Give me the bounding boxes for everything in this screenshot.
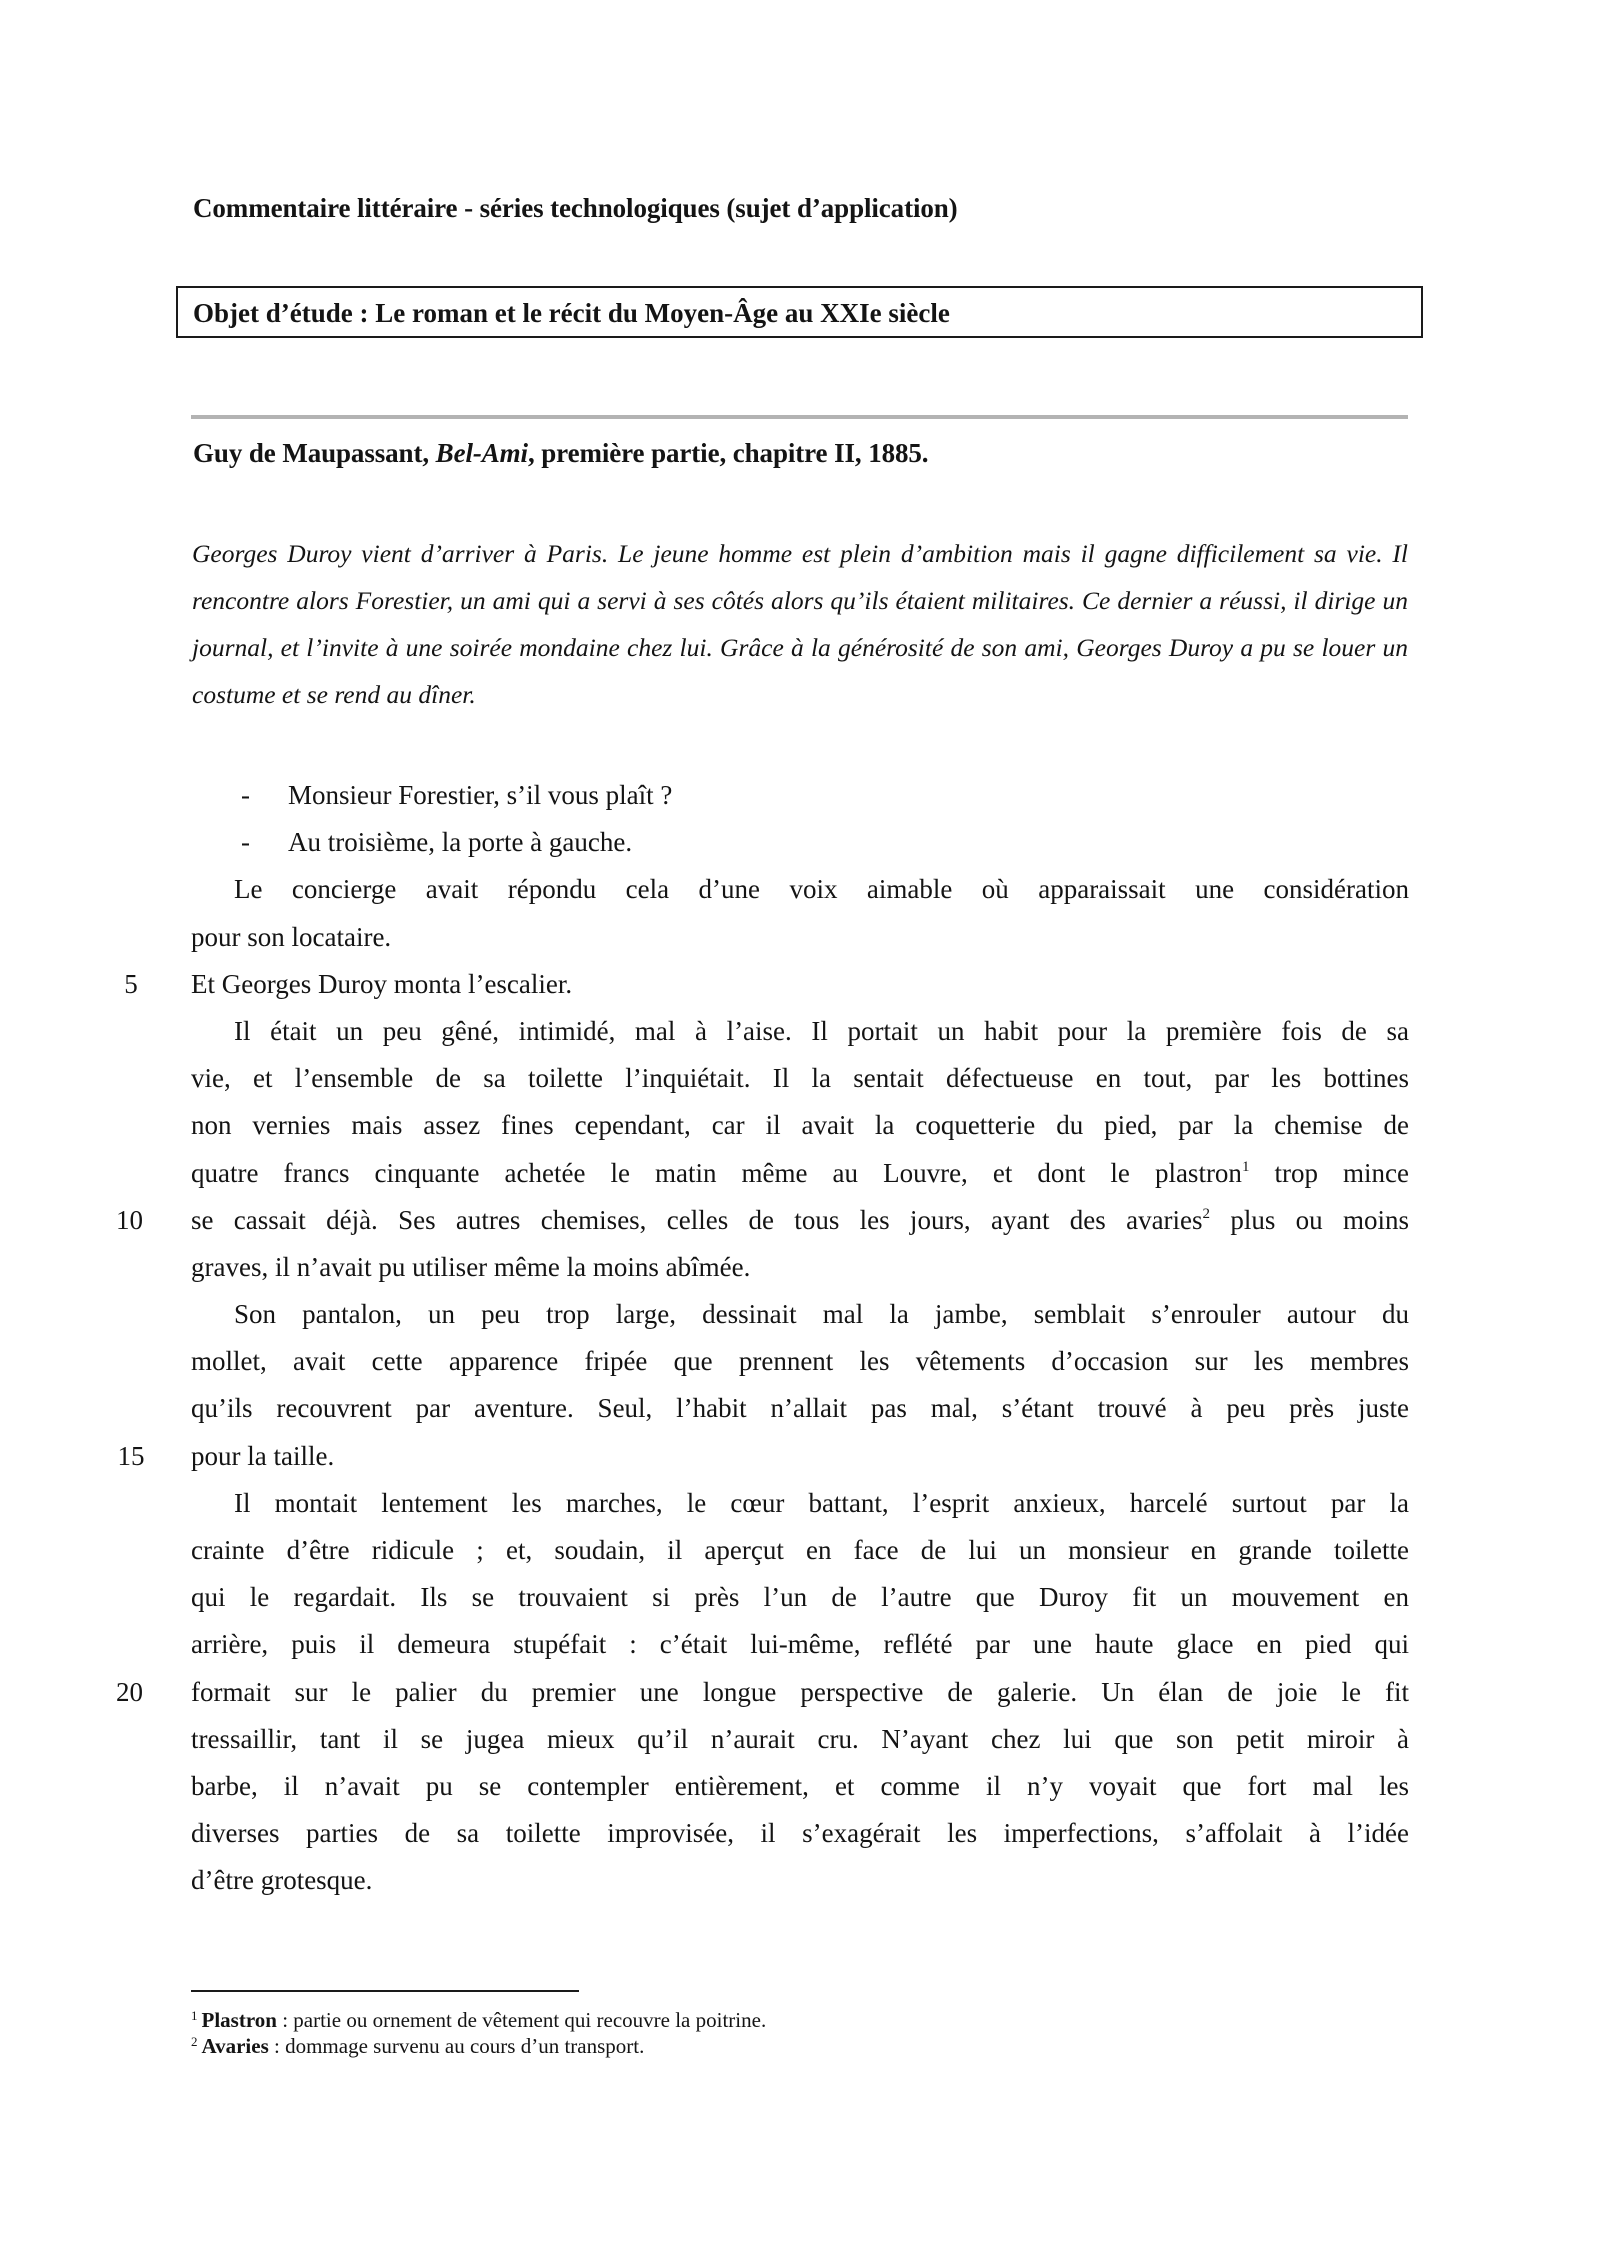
text-line	[191, 1574, 1409, 1621]
dialogue-text: Au troisième, la porte à gauche.	[288, 827, 633, 858]
dialogue-line	[191, 772, 1409, 819]
line-text: diverses parties de sa toilette improvisée, il s’exagérait les imperfections, s’affolait à l’idée	[191, 1818, 1409, 1849]
line-text: Et Georges Duroy monta l’escalier.	[191, 968, 573, 999]
line-text-after: trop mince	[1249, 1157, 1409, 1188]
line-text: mollet, avait cette apparence fripée que prennent les vêtements d’occasion sur les membres	[191, 1346, 1409, 1377]
line-text-after: plus ou moins	[1210, 1204, 1410, 1235]
line-text: arrière, puis il demeura stupéfait : c’était lui-même, reflété par une haute glace en pied qui	[191, 1629, 1409, 1660]
line-text: Le concierge avait répondu cela d’une voix aimable où apparaissait une considération	[234, 874, 1409, 905]
source-reference	[193, 438, 928, 469]
objet-etude-box	[176, 286, 1423, 338]
dialogue-dash: -	[241, 780, 250, 810]
text-line	[191, 1763, 1409, 1810]
footnote-item	[191, 2007, 766, 2033]
line-number: 15	[117, 1440, 145, 1471]
text-line	[191, 1244, 1409, 1291]
text-line	[191, 1291, 1409, 1338]
text-line	[117, 1433, 1409, 1480]
line-text: pour la taille.	[191, 1440, 335, 1471]
text-line	[191, 914, 1409, 961]
source-details: , première partie, chapitre II, 1885.	[527, 438, 929, 468]
text-line	[191, 1338, 1409, 1385]
text-line	[116, 1197, 1410, 1244]
line-number: 10	[116, 1204, 143, 1235]
text-line	[116, 1669, 1409, 1716]
footnote-number: 1	[191, 2008, 198, 2023]
text-line	[191, 1621, 1409, 1668]
text-line	[191, 1102, 1409, 1149]
line-number: 5	[124, 968, 138, 999]
footnote-number: 2	[191, 2034, 198, 2049]
footnote-definition: : dommage survenu au cours d’un transport.	[268, 2034, 645, 2058]
line-text: graves, il n’avait pu utiliser même la moins abîmée.	[191, 1251, 751, 1282]
dialogue-line	[191, 819, 1409, 866]
text-line	[191, 1527, 1409, 1574]
footnote-term: Plastron	[201, 2008, 277, 2032]
line-text: pour son locataire.	[191, 921, 392, 952]
footnote-term: Avaries	[201, 2034, 269, 2058]
footnote-reference[interactable]: 2	[1202, 1205, 1211, 1222]
excerpt-text	[116, 772, 1410, 1905]
intro-paragraph: Georges Duroy vient d’arriver à Paris. Le jeune homme est plein d’ambition mais il gagne difficilement sa vie. Il rencontre alors Forestier, un ami qui a servi à ses côtés alors qu’ils étaient militaires. Ce dernier a réussi, il dirige un journal, et l’invite à une soirée mondaine chez lui. Grâce à la générosité de son ami, Georges Duroy a pu se louer un costume et se rend au dîner.	[192, 539, 1408, 709]
text-line	[191, 1716, 1409, 1763]
line-text: crainte d’être ridicule ; et, soudain, il aperçut en face de lui un monsieur en grande toilette	[191, 1535, 1409, 1565]
text-line	[191, 1810, 1409, 1857]
text-line	[191, 1150, 1409, 1197]
objet-etude-label: Objet d’étude : Le roman et le récit du Moyen-Âge au XXIe siècle	[193, 298, 950, 328]
footnotes	[191, 2007, 766, 2059]
line-text: non vernies mais assez fines cependant, car il avait la coquetterie du pied, par la chemise de	[191, 1110, 1409, 1141]
text-line	[191, 1008, 1409, 1055]
line-text: qui le regardait. Ils se trouvaient si près l’un de l’autre que Duroy fit un mouvement en	[191, 1582, 1409, 1613]
text-line	[191, 1857, 1409, 1904]
source-author: Guy de Maupassant,	[193, 438, 436, 468]
dialogue-text: Monsieur Forestier, s’il vous plaît ?	[288, 780, 673, 810]
text-line	[191, 1385, 1409, 1432]
dialogue-dash: -	[241, 827, 250, 858]
line-text: d’être grotesque.	[191, 1865, 373, 1896]
line-number: 20	[116, 1676, 143, 1707]
footnote-reference[interactable]: 1	[1241, 1158, 1250, 1175]
line-text: se cassait déjà. Ses autres chemises, celles de tous les jours, ayant des avaries	[191, 1204, 1203, 1235]
line-text: qu’ils recouvrent par aventure. Seul, l’habit n’allait pas mal, s’étant trouvé à peu près juste	[191, 1393, 1409, 1424]
source-work-title: Bel-Ami	[435, 438, 528, 468]
text-line	[191, 1480, 1409, 1527]
line-text: quatre francs cinquante achetée le matin même au Louvre, et dont le plastron	[191, 1157, 1242, 1188]
footnote-separator	[191, 1990, 579, 1992]
line-text: Il était un peu gêné, intimidé, mal à l’aise. Il portait un habit pour la première fois de sa	[234, 1015, 1409, 1046]
section-divider	[191, 415, 1408, 419]
text-line	[191, 866, 1409, 913]
line-text: formait sur le palier du premier une longue perspective de galerie. Un élan de joie le fit	[191, 1676, 1409, 1707]
document-title: Commentaire littéraire - séries technologiques (sujet d’application)	[193, 193, 958, 223]
line-text: barbe, il n’avait pu se contempler entièrement, et comme il n’y voyait que fort mal les	[191, 1770, 1409, 1801]
line-text: Son pantalon, un peu trop large, dessinait mal la jambe, semblait s’enrouler autour du	[234, 1299, 1409, 1330]
footnote-definition: : partie ou ornement de vêtement qui recouvre la poitrine.	[276, 2008, 767, 2032]
line-text: tressaillir, tant il se jugea mieux qu’il n’aurait cru. N’ayant chez lui que son petit miroir à	[191, 1723, 1409, 1754]
text-line	[124, 961, 1409, 1008]
footnote-item	[191, 2033, 766, 2059]
text-line	[191, 1055, 1409, 1102]
line-text: vie, et l’ensemble de sa toilette l’inquiétait. Il la sentait défectueuse en tout, par les bottines	[191, 1063, 1409, 1094]
line-text: Il montait lentement les marches, le cœur battant, l’esprit anxieux, harcelé surtout par la	[234, 1487, 1409, 1518]
